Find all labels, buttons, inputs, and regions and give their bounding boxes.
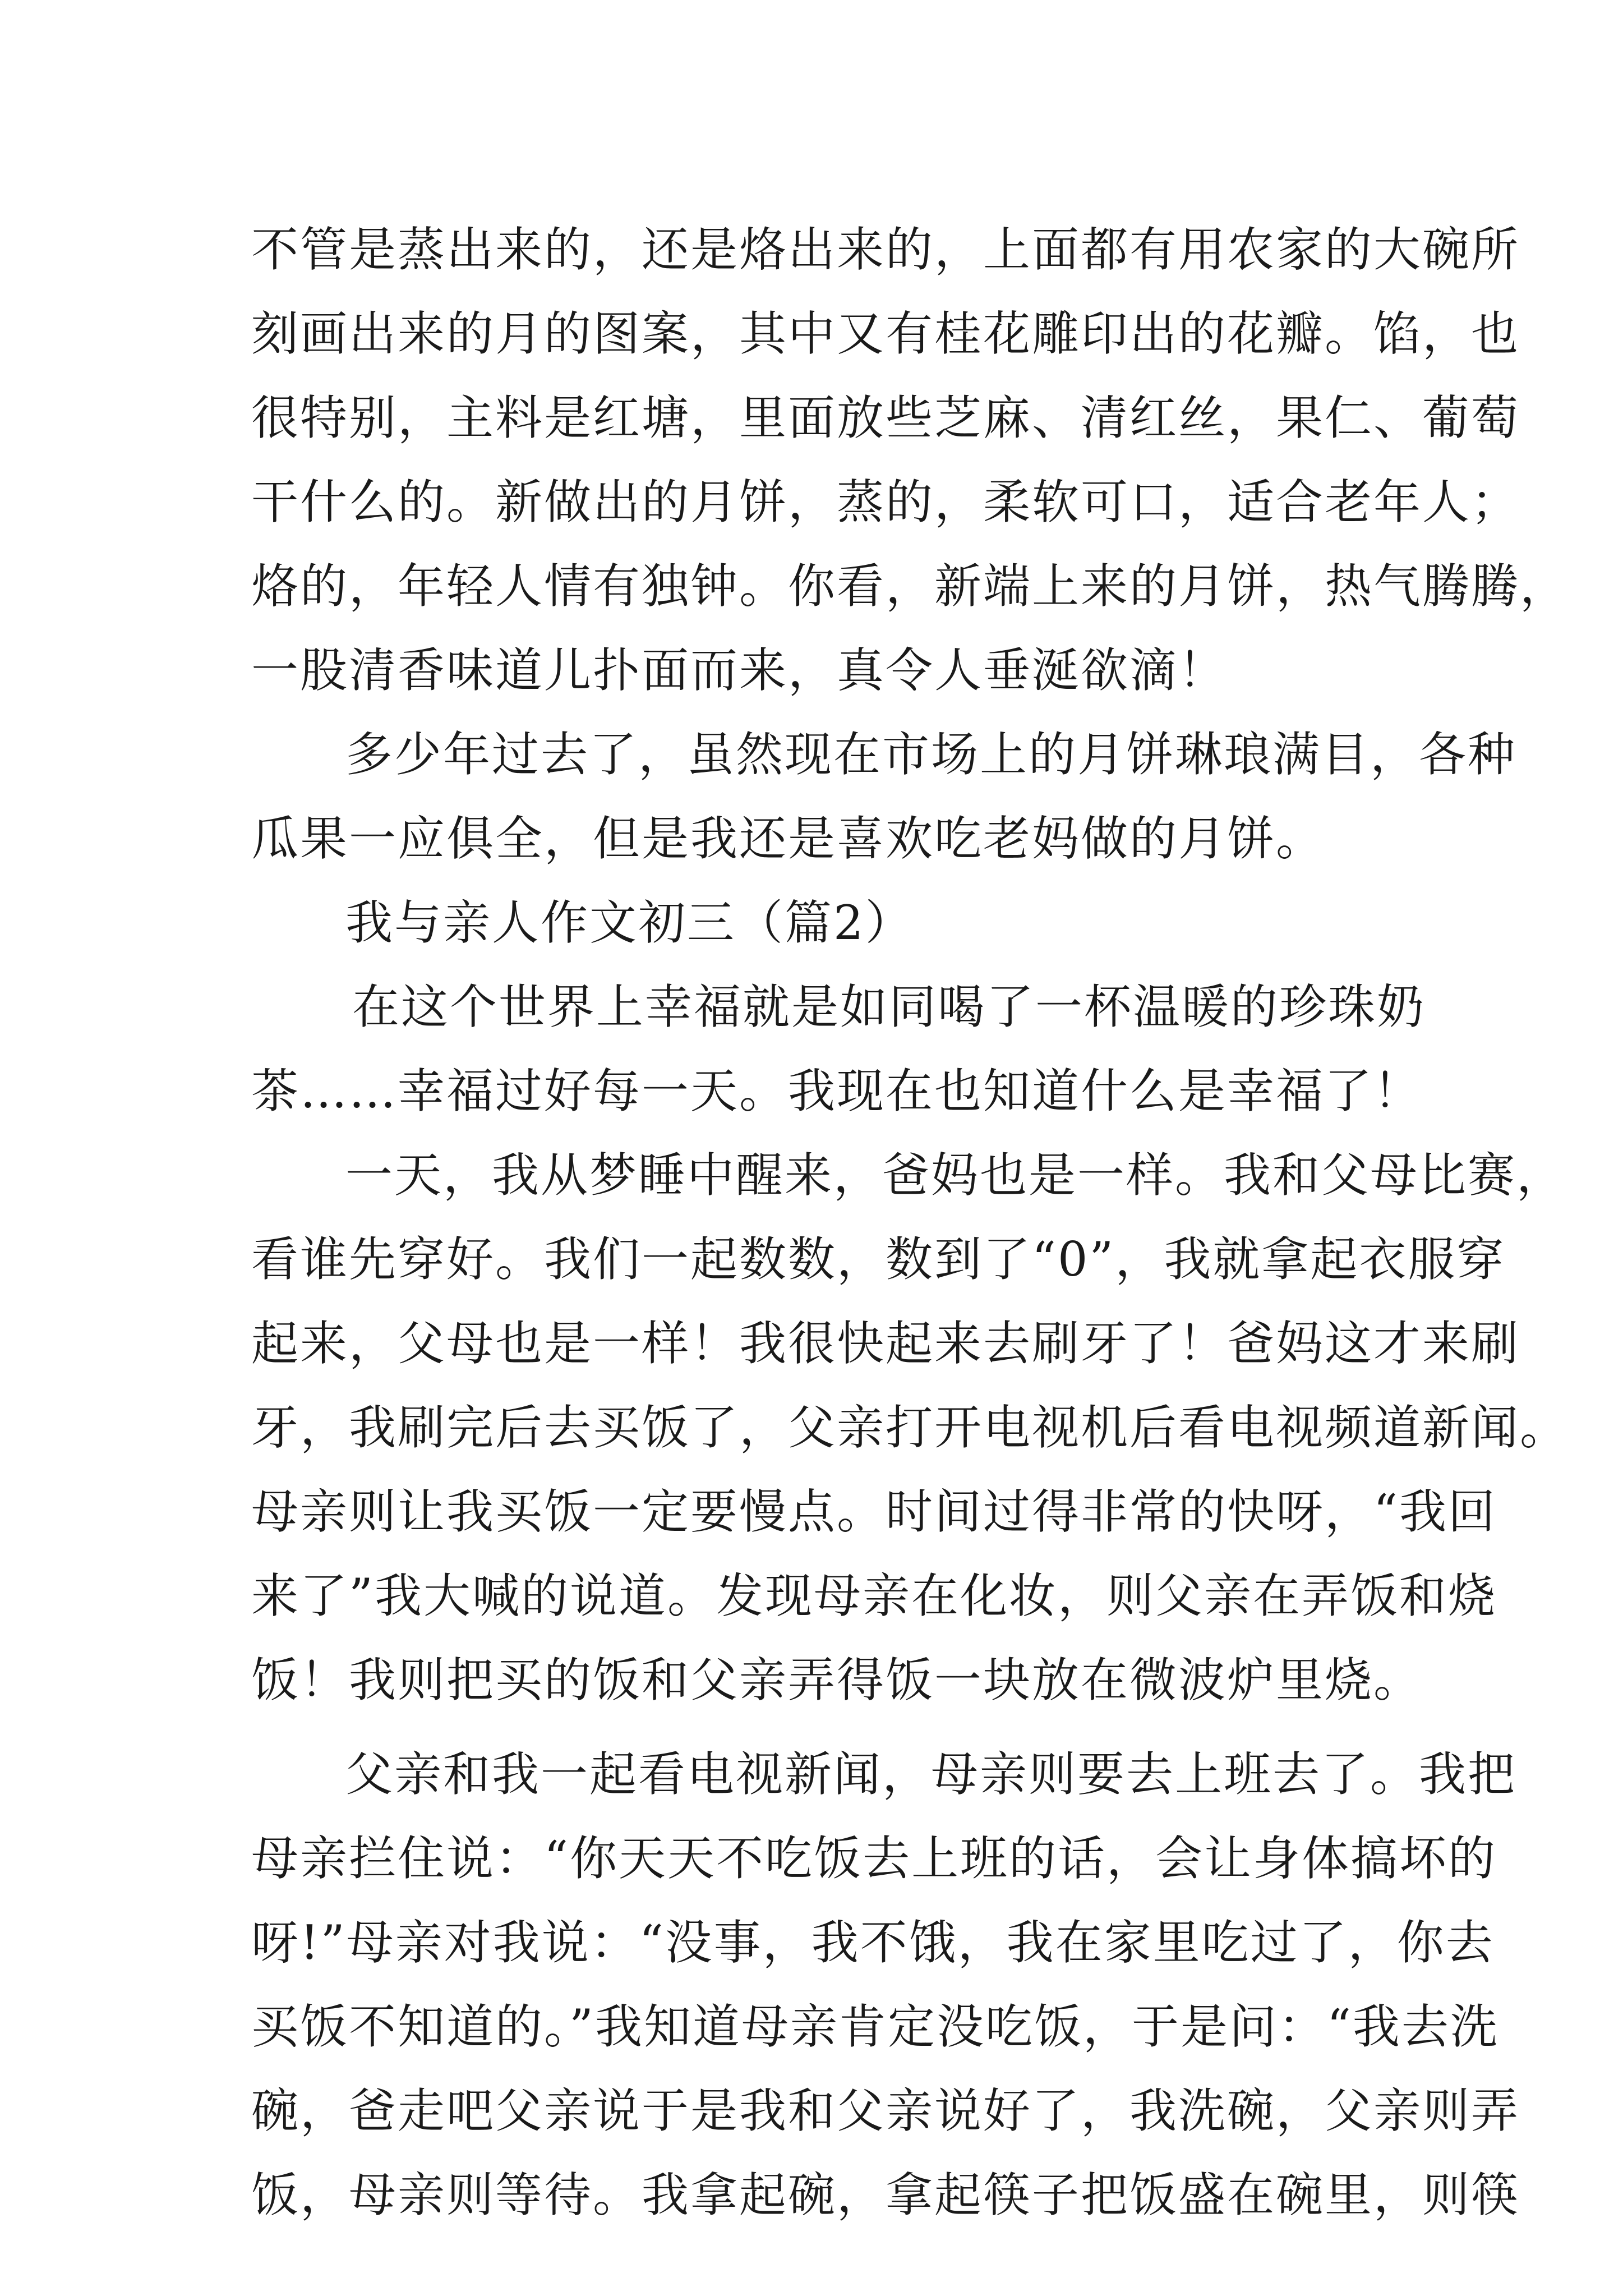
text-line: 瓜果一应俱全，但是我还是喜欢吃老妈做的月饼。 <box>251 811 1325 866</box>
text-line: 牙，我刷完后去买饭了，父亲打开电视机后看电视频道新闻。 <box>251 1400 1569 1455</box>
text-line: 买饭不知道的。”我知道母亲肯定没吃饭，于是问：“我去洗 <box>251 1999 1499 2054</box>
text-line: 母亲则让我买饭一定要慢点。时间过得非常的快呀，“我回 <box>251 1484 1497 1539</box>
text-line: 很特别，主料是红塘，里面放些芝麻、清红丝，果仁、葡萄 <box>251 390 1520 445</box>
section-title: 我与亲人作文初三（篇2） <box>345 895 914 950</box>
text-line: 一天，我从梦睡中醒来，爸妈也是一样。我和父母比赛， <box>345 1148 1566 1203</box>
paragraph-gap <box>251 1722 1390 1732</box>
text-line: 呀!”母亲对我说：“没事，我不饿，我在家里吃过了，你去 <box>251 1915 1495 1970</box>
text-line: 来了”我大喊的说道。发现母亲在化妆，则父亲在弄饭和烧 <box>251 1568 1497 1623</box>
text-line: 起来，父母也是一样！我很快起来去刷牙了！爸妈这才来刷 <box>251 1316 1520 1371</box>
paragraph-mooncake-description <box>251 208 1569 712</box>
paragraph-happiness-intro <box>251 965 1426 1133</box>
text-line: 母亲拦住说：“你天天不吃饭去上班的话，会让身体搞坏的 <box>251 1831 1497 1886</box>
document-page <box>251 208 1569 2237</box>
paragraph-mooncake-conclusion <box>251 712 1517 881</box>
text-line: 碗，爸走吧父亲说于是我和父亲说好了，我洗碗，父亲则弄 <box>251 2083 1520 2138</box>
text-line: 不管是蒸出来的，还是烙出来的，上面都有用农家的大碗所 <box>251 222 1520 277</box>
text-line: 在这个世界上幸福就是如同喝了一杯温暖的珍珠奶 <box>352 979 1426 1034</box>
text-line: 看谁先穿好。我们一起数数，数到了“0”，我就拿起衣服穿 <box>251 1232 1506 1287</box>
paragraph-morning <box>251 1133 1569 1722</box>
text-line: 刻画出来的月的图案，其中又有桂花雕印出的花瓣。馅，也 <box>251 306 1520 361</box>
text-line: 一股清香味道儿扑面而来，真令人垂涎欲滴！ <box>251 643 1228 698</box>
text-line: 饭，母亲则等待。我拿起碗，拿起筷子把饭盛在碗里，则筷 <box>251 2168 1520 2223</box>
paragraph-breakfast <box>251 1732 1520 2237</box>
text-line: 饭！我则把买的饭和父亲弄得饭一块放在微波炉里烧。 <box>251 1653 1423 1708</box>
text-line: 干什么的。新做出的月饼，蒸的，柔软可口，适合老年人； <box>251 475 1520 530</box>
text-line: 茶……幸福过好每一天。我现在也知道什么是幸福了！ <box>251 1064 1423 1119</box>
text-line: 烙的，年轻人情有独钟。你看，新端上来的月饼，热气腾腾， <box>251 559 1569 614</box>
text-line: 父亲和我一起看电视新闻，母亲则要去上班去了。我把 <box>345 1747 1517 1802</box>
text-line: 多少年过去了，虽然现在市场上的月饼琳琅满目，各种 <box>345 727 1517 782</box>
